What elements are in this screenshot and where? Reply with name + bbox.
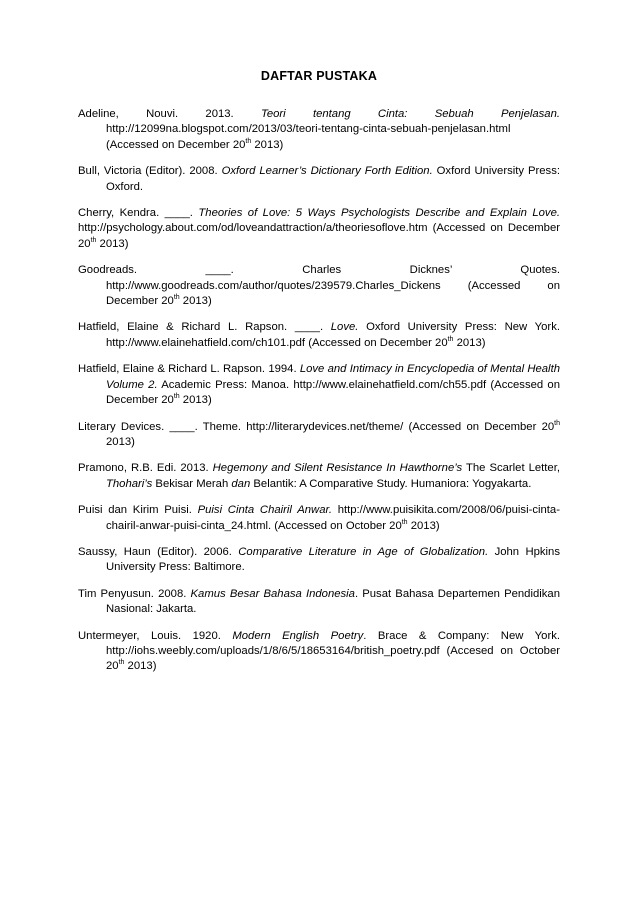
- reference-title-italic: Love and Intimacy in Encyclopedia of Mental Health Volume 2.: [106, 363, 560, 391]
- reference-title-italic: Modern English Poetry: [232, 629, 364, 642]
- reference-text: 2013): [453, 336, 486, 349]
- reference-text: Tim Penyusun. 2008.: [78, 587, 191, 600]
- reference-list: [78, 107, 560, 675]
- reference-text: Belantik: A Comparative Study. Humaniora: Yogyakarta.: [250, 477, 532, 490]
- superscript-ordinal: th: [554, 419, 560, 427]
- reference-text: 2013): [179, 295, 212, 308]
- reference-text: http://www.puisikita.com/2008/06/puisi-cinta-chairil-anwar-puisi-cinta_24.html. (Accessed on October 20: [106, 504, 560, 532]
- reference-title-italic: Teori tentang Cinta: Sebuah Penjelasan.: [260, 108, 560, 120]
- reference-title-italic: Kamus Besar Bahasa Indonesia: [190, 587, 355, 600]
- reference-title-italic: Oxford Learner’s Dictionary Forth Edition.: [221, 165, 433, 178]
- reference-title-italic: Comparative Literature in Age of Globalization.: [238, 545, 489, 558]
- reference-text: John Hpkins University Press: Baltimore.: [106, 545, 560, 574]
- reference-entry: [78, 503, 560, 534]
- reference-entry: [78, 320, 560, 351]
- reference-text: http://12099na.blogspot.com/2013/03/teori-tentang-cinta-sebuah-penjelasan.html (Accessed on December 20: [106, 123, 511, 151]
- reference-entry: [78, 545, 560, 576]
- reference-title-italic: Love.: [330, 321, 359, 334]
- reference-text: Adeline, Nouvi. 2013.: [78, 108, 261, 120]
- reference-entry: [78, 629, 560, 675]
- reference-text: 2013): [124, 660, 157, 673]
- superscript-ordinal: th: [173, 294, 180, 302]
- reference-text: Saussy, Haun (Editor). 2006.: [78, 545, 239, 558]
- superscript-ordinal: th: [401, 518, 408, 526]
- reference-text: http://psychology.about.com/od/loveandattraction/a/theoriesoflove.htm (Accessed on December 20: [78, 222, 560, 250]
- reference-title-italic: Hegemony and Silent Resistance In Hawthorne’s: [212, 462, 463, 475]
- reference-text: 2013): [179, 394, 212, 407]
- superscript-ordinal: th: [173, 393, 180, 401]
- reference-entry: [78, 206, 560, 252]
- reference-text: 2013): [251, 138, 284, 151]
- reference-title-italic: dan: [231, 477, 251, 490]
- reference-entry: [78, 107, 560, 153]
- reference-title-italic: Puisi Cinta Chairil Anwar.: [197, 504, 332, 517]
- reference-text: Literary Devices. ____. Theme. http://literarydevices.net/theme/ (Accessed on December 20: [78, 420, 555, 433]
- reference-entry: [78, 420, 560, 451]
- reference-entry: [78, 164, 560, 195]
- superscript-ordinal: th: [118, 659, 125, 667]
- reference-text: Untermeyer, Louis. 1920.: [78, 629, 233, 642]
- reference-entry: [78, 362, 560, 408]
- reference-entry: [78, 587, 560, 618]
- reference-text: The Scarlet Letter,: [462, 462, 560, 475]
- reference-text: Pramono, R.B. Edi. 2013.: [78, 462, 213, 475]
- reference-text: Oxford University Press: Oxford.: [106, 165, 560, 193]
- reference-title-italic: Thohari’s: [106, 477, 153, 490]
- reference-text: . Brace & Company: New York. http://iohs.weebly.com/uploads/1/8/6/5/18653164/british_poetry.pdf (Accesed on October 20: [106, 629, 560, 673]
- reference-text: 2013): [96, 237, 129, 250]
- reference-entry: [78, 263, 560, 309]
- reference-text: Cherry, Kendra. ____.: [78, 207, 199, 220]
- reference-text: Hatfield, Elaine & Richard L. Rapson. 1994.: [78, 363, 300, 376]
- reference-text: Goodreads. ____. Charles Dicknes’ Quotes. http://www.goodreads.com/author/quotes/239579.Charles_Dickens (Accessed on December 20: [78, 264, 560, 308]
- superscript-ordinal: th: [90, 237, 97, 245]
- reference-text: Puisi dan Kirim Puisi.: [78, 504, 198, 517]
- reference-text: Oxford University Press: New York. http://www.elainehatfield.com/ch101.pdf (Accessed on December 20: [106, 321, 560, 349]
- reference-text: Bull, Victoria (Editor). 2008.: [78, 165, 222, 178]
- superscript-ordinal: th: [245, 138, 252, 146]
- reference-entry: [78, 461, 560, 492]
- reference-text: Bekisar Merah: [152, 477, 232, 490]
- reference-text: Hatfield, Elaine & Richard L. Rapson. ____.: [78, 321, 331, 334]
- reference-text: 2013): [106, 435, 135, 448]
- reference-text: Academic Press: Manoa. http://www.elainehatfield.com/ch55.pdf (Accessed on December 20: [106, 378, 560, 407]
- page-title: DAFTAR PUSTAKA: [260, 69, 378, 83]
- reference-text: . Pusat Bahasa Departemen Pendidikan Nasional: Jakarta.: [106, 587, 560, 616]
- superscript-ordinal: th: [447, 336, 454, 344]
- reference-title-italic: Theories of Love: 5 Ways Psychologists Describe and Explain Love.: [198, 207, 560, 220]
- reference-text: 2013): [407, 519, 440, 532]
